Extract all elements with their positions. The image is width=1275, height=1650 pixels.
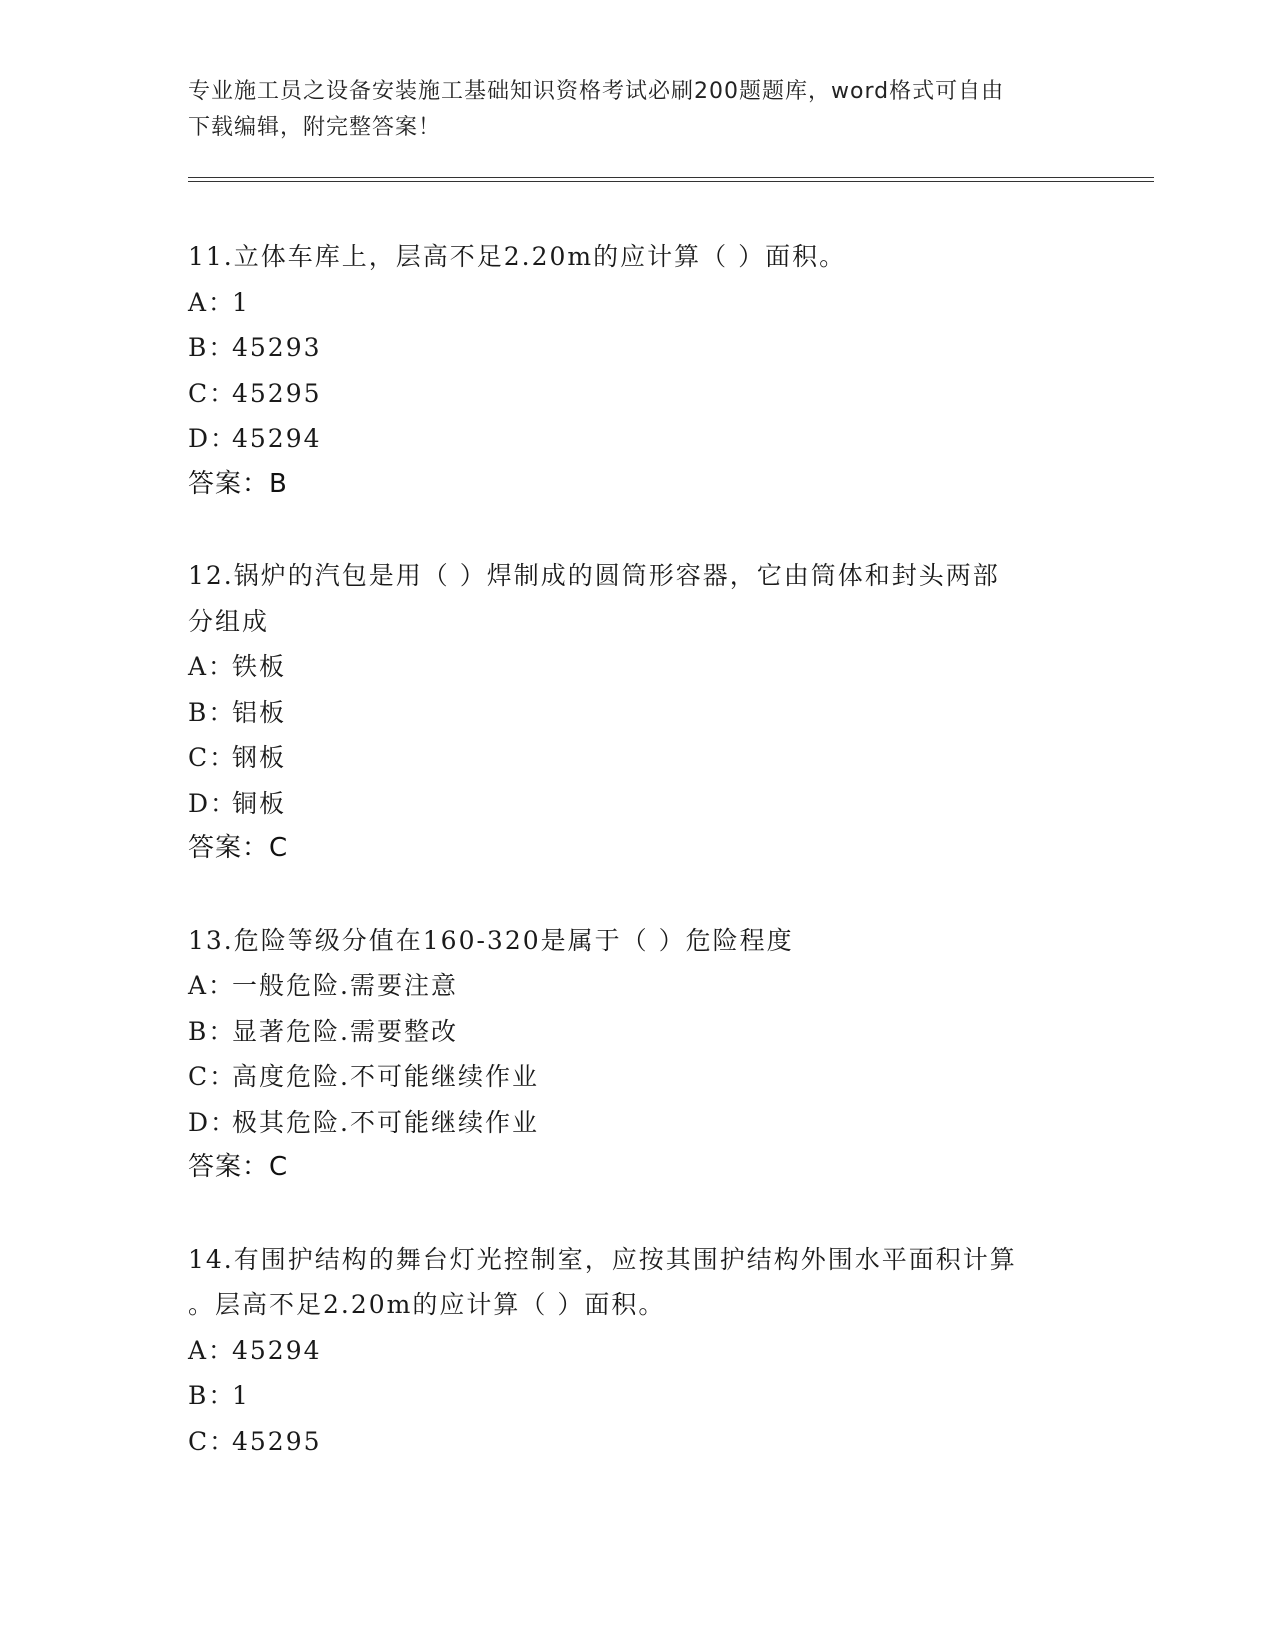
question-list xyxy=(188,234,1088,1510)
option-text: 45295 xyxy=(232,378,322,408)
option-text: 铁板 xyxy=(232,652,287,681)
option-b xyxy=(188,1373,1088,1419)
option-text: 显著危险.需要整改 xyxy=(232,1016,458,1046)
option-label: C： xyxy=(188,743,237,772)
option-text: 45295 xyxy=(232,1426,322,1456)
answer-line: 答案：C xyxy=(188,833,289,863)
option-text: 1 xyxy=(232,1381,250,1410)
option-d xyxy=(188,1100,1088,1146)
document-header xyxy=(188,74,1088,146)
option-label: A： xyxy=(188,652,236,681)
option-c xyxy=(188,1054,1088,1100)
option-label: C： xyxy=(188,378,237,408)
header-divider xyxy=(188,177,1154,182)
option-text: 一般危险.需要注意 xyxy=(232,971,458,1000)
option-label: A： xyxy=(188,971,236,1000)
option-b xyxy=(188,690,1088,736)
question-stem: 13.危险等级分值在160-320是属于（ ）危险程度 xyxy=(188,925,794,955)
question-stem: 12.锅炉的汽包是用（ ）焊制成的圆筒形容器，它由筒体和封头两部 xyxy=(188,561,1000,590)
option-d xyxy=(188,781,1088,827)
header-line-1: 专业施工员之设备安装施工基础知识资格考试必刷200题题库，word格式可自由 xyxy=(188,79,1005,104)
option-label: D： xyxy=(188,424,238,453)
option-label: B： xyxy=(188,1016,236,1046)
option-a xyxy=(188,963,1088,1009)
option-label: C： xyxy=(188,1062,237,1091)
option-text: 铜板 xyxy=(232,788,287,818)
option-text: 铝板 xyxy=(232,697,287,727)
question-stem: 11.立体车库上，层高不足2.20m的应计算（ ）面积。 xyxy=(188,242,847,271)
option-a xyxy=(188,1328,1088,1374)
option-text: 钢板 xyxy=(232,743,287,772)
option-label: C： xyxy=(188,1426,237,1456)
question-11 xyxy=(188,234,1088,507)
option-b xyxy=(188,1009,1088,1055)
answer-line: 答案：C xyxy=(188,1152,289,1182)
option-label: D： xyxy=(188,1107,238,1137)
option-text: 1 xyxy=(232,287,250,317)
question-stem: 14.有围护结构的舞台灯光控制室，应按其围护结构外围水平面积计算 xyxy=(188,1244,1017,1274)
option-text: 极其危险.不可能继续作业 xyxy=(232,1107,539,1137)
option-a xyxy=(188,644,1088,690)
question-stem-continued: 分组成 xyxy=(188,606,270,636)
option-b xyxy=(188,325,1088,371)
option-d xyxy=(188,416,1088,462)
option-text: 45294 xyxy=(232,424,322,453)
question-14 xyxy=(188,1237,1088,1465)
question-stem-continued: 。层高不足2.20m的应计算（ ）面积。 xyxy=(188,1290,666,1319)
option-c xyxy=(188,1419,1088,1465)
option-label: B： xyxy=(188,1381,236,1410)
option-a xyxy=(188,280,1088,326)
option-c xyxy=(188,735,1088,781)
answer-line: 答案：B xyxy=(188,468,288,499)
option-text: 45294 xyxy=(232,1335,322,1365)
option-c xyxy=(188,371,1088,417)
header-line-2: 下载编辑，附完整答案！ xyxy=(188,115,442,140)
option-text: 高度危险.不可能继续作业 xyxy=(232,1062,539,1091)
question-13 xyxy=(188,918,1088,1191)
option-label: B： xyxy=(188,333,236,362)
option-label: A： xyxy=(188,287,236,317)
option-text: 45293 xyxy=(232,333,322,362)
question-12 xyxy=(188,553,1088,872)
option-label: A： xyxy=(188,1335,236,1365)
option-label: D： xyxy=(188,788,238,818)
option-label: B： xyxy=(188,697,236,727)
